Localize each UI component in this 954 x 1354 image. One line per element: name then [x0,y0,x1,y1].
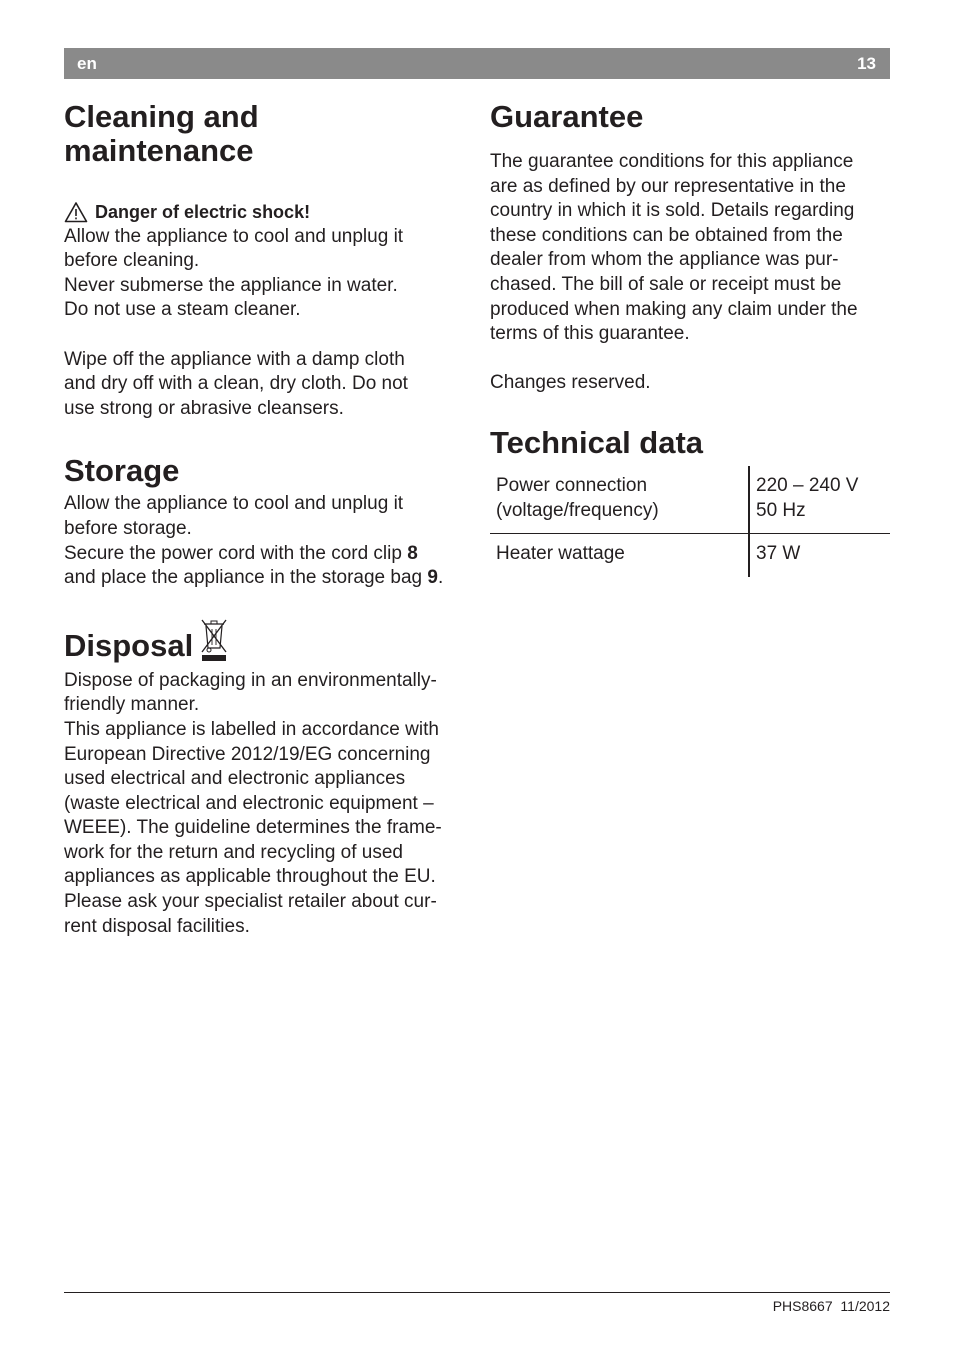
text-line: Never submerse the appliance in water. [64,274,398,296]
text-line: Power connection [496,474,648,496]
table-cell-label [490,466,749,534]
text-line: Allow the appliance to cool and unplug it [64,493,404,515]
table-row [490,466,890,534]
disposal-title [64,617,464,663]
text-line: work for the return and recycling of used [64,841,404,863]
text-line: terms of this guarantee. [490,323,690,345]
text-line: use strong or abrasive cleansers. [64,397,344,419]
text-line: Please ask your specialist retailer about cur- [64,891,437,913]
text-line: used electrical and electronic appliances [64,768,406,790]
text-line: Dispose of packaging in an environmentally- [64,669,437,691]
text-line: 50 Hz [756,499,806,521]
cord-clip-ref: 8 [407,542,418,564]
footer [773,1298,890,1314]
text-line: are as defined by our representative in the [490,175,846,197]
table-cell-label: Heater wattage [496,543,625,565]
crossed-out-wheelie-bin-icon [199,617,229,663]
text-line: WEEE). The guideline determines the frame- [64,817,442,839]
text-line: country in which it is sold. Details regarding [490,200,855,222]
cleaning-title [64,100,464,168]
text-line: before storage. [64,517,192,539]
text-line: friendly manner. [64,694,200,716]
text-line: these conditions can be obtained from the [490,224,843,246]
text-line: 220 – 240 V [756,474,859,496]
cleaning-title-line1: Cleaning and [64,99,259,134]
text-line: (voltage/frequency) [496,499,659,521]
danger-warning [64,200,464,225]
changes-reserved: Changes reserved. [490,372,651,394]
page-number: 13 [857,54,876,73]
text-line: European Directive 2012/19/EG concerning [64,743,431,765]
footer-divider [64,1292,890,1293]
model-number: PHS8667 [772,1298,833,1314]
text-line: Do not use a steam cleaner. [64,299,301,321]
cleaning-wipe-text [64,348,464,422]
text-line: Wipe off the appliance with a damp cloth [64,348,405,370]
technical-data-table [490,466,890,577]
text-line: produced when making any claim under the [490,298,858,320]
left-column [64,100,464,939]
footer-date: 11/2012 [840,1298,890,1314]
text-line: appliances as applicable throughout the EU. [64,866,436,888]
text-line: chased. The bill of sale or receipt must be [490,273,842,295]
cleaning-text [64,225,464,323]
warning-triangle-icon [64,201,88,223]
language-label: en [77,54,97,73]
disposal-text [64,669,464,940]
storage-bag-ref: 9 [427,567,438,589]
right-column [490,100,890,577]
table-cell-value [749,466,890,534]
page-header-bar [64,48,890,79]
text-line: (waste electrical and electronic equipment – [64,792,434,814]
text-line: The guarantee conditions for this appliance [490,151,854,172]
text-line: Allow the appliance to cool and unplug it [64,225,404,247]
storage-title: Storage [64,453,180,489]
cleaning-title-line2: maintenance [64,133,254,168]
danger-warning-text: Danger of electric shock! [95,202,311,222]
text-line: This appliance is labelled in accordance with [64,718,439,740]
text-line: before cleaning. [64,250,200,272]
text-line: and dry off with a clean, dry cloth. Do not [64,373,408,395]
text-line: dealer from whom the appliance was pur- [490,249,839,271]
guarantee-title: Guarantee [490,99,644,134]
table-row [490,534,890,577]
text-line: rent disposal facilities. [64,915,250,937]
storage-text [64,492,464,590]
punctuation: . [437,567,444,589]
technical-data-title: Technical data [490,424,704,460]
text-line: and place the appliance in the storage bag [64,567,423,589]
text-line: Secure the power cord with the cord clip [64,542,402,564]
disposal-title-text: Disposal [64,627,194,663]
table-cell-value: 37 W [749,534,890,577]
guarantee-text [490,150,890,347]
